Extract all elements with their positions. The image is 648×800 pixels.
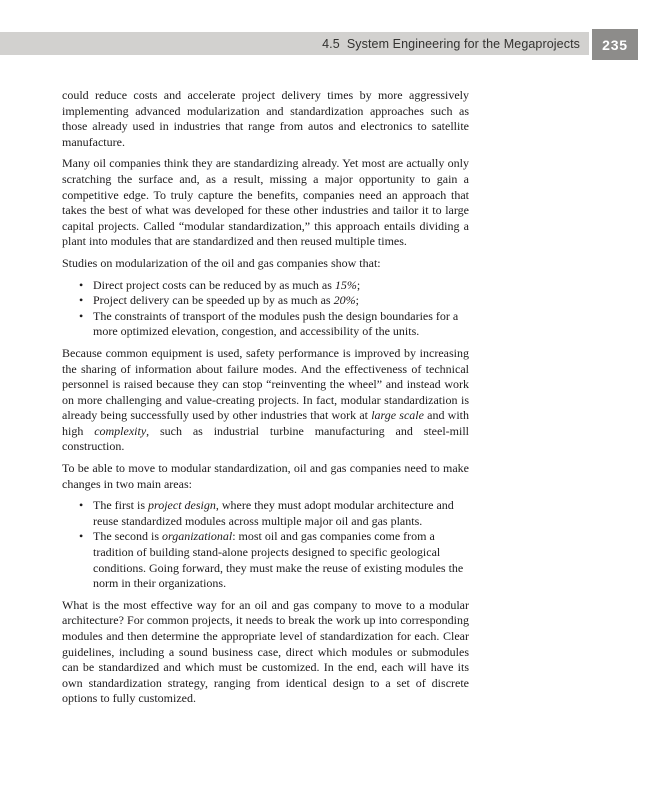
bullet-item [93, 293, 469, 309]
bullet-list [62, 278, 469, 340]
text-run: ; [356, 277, 361, 292]
text-run: What is the most effective way for an oil and gas company to move to a modular architecture? For common projects, it needs to break the work up into corresponding modules and then determine the appropriate level of standardization for each. Clear guidelines, including a sound business case, direct which modules or submodules can be standardized and which must be customized. In the end, each will have its own standardization strategy, ranging from identical design to a set of discrete options to fully customized. [62, 597, 469, 706]
page-body [62, 88, 469, 713]
text-run: Direct project costs can be reduced by as much as [93, 277, 335, 292]
text-run: To be able to move to modular standardization, oil and gas companies need to make changes in two main areas: [62, 461, 469, 491]
italic-text-run: project design [148, 498, 216, 513]
paragraph [62, 461, 469, 492]
paragraph [62, 88, 469, 150]
paragraph [62, 598, 469, 707]
text-run: The second is [93, 529, 162, 544]
text-run: ; [355, 293, 359, 308]
text-run: The first is [93, 498, 148, 513]
text-run: Studies on modularization of the oil and gas companies show that: [62, 255, 381, 270]
bullet-item [93, 498, 469, 529]
italic-text-run: 15% [334, 277, 357, 292]
page-number: 235 [602, 36, 628, 53]
italic-text-run: large scale [371, 408, 424, 423]
text-run: The constraints of transport of the modules push the design boundaries for a more optimized elevation, congestion, and accessibility of the units. [93, 308, 459, 339]
paragraph [62, 256, 469, 272]
text-run: , where they must adopt modular architecture and reuse standardized modules across multiple major oil and gas plants. [93, 498, 454, 528]
text-run: Because common equipment is used, safety performance is improved by increasing the sharing of information about failure modes. And the effectiveness of technical personnel is raised because they can stop “reinventing the wheel” and instead work on more challenging and value-creating projects. In fact, modular standardization is already being successfully used by other industries that work at [62, 345, 469, 423]
italic-text-run: 20% [333, 293, 356, 308]
section-title: System Engineering for the Megaprojects [346, 36, 580, 51]
text-run: : most oil and gas companies come from a tradition of building stand-alone projects designed to specific geological conditions. Going forward, they must make the reuse of existing modules the norm in their organizations. [93, 529, 464, 591]
page-number-badge [592, 29, 638, 60]
bullet-item [93, 278, 469, 294]
bullet-item [93, 529, 469, 591]
text-run: Project delivery can be speeded up by as much as [93, 293, 334, 308]
italic-text-run: organizational [161, 529, 233, 544]
text-run: , such as industrial turbine manufacturing and steel-mill construction. [62, 423, 469, 454]
italic-text-run: complexity [94, 423, 147, 438]
paragraph [62, 156, 469, 250]
section-number: 4.5 [322, 36, 340, 51]
running-head [0, 32, 589, 55]
bullet-list [62, 498, 469, 592]
text-run: Many oil companies think they are standardizing already. Yet most are actually only scratching the surface and, as a result, missing a major opportunity to gain a competitive edge. To truly capture the benefits, companies need an approach that takes the best of what was developed for these other industries and tailor it to large capital projects. Called “modular standardization,” this approach entails dividing a plant into modules that are standardized and then reused multiple times. [62, 156, 469, 249]
bullet-item [93, 309, 469, 340]
text-run: and with high [62, 408, 470, 438]
paragraph [62, 346, 469, 455]
text-run: could reduce costs and accelerate project delivery times by more aggressively implementing advanced modularization and standardization approaches such as those already used in industries that range from autos and electronics to satellite manufacture. [62, 88, 469, 149]
